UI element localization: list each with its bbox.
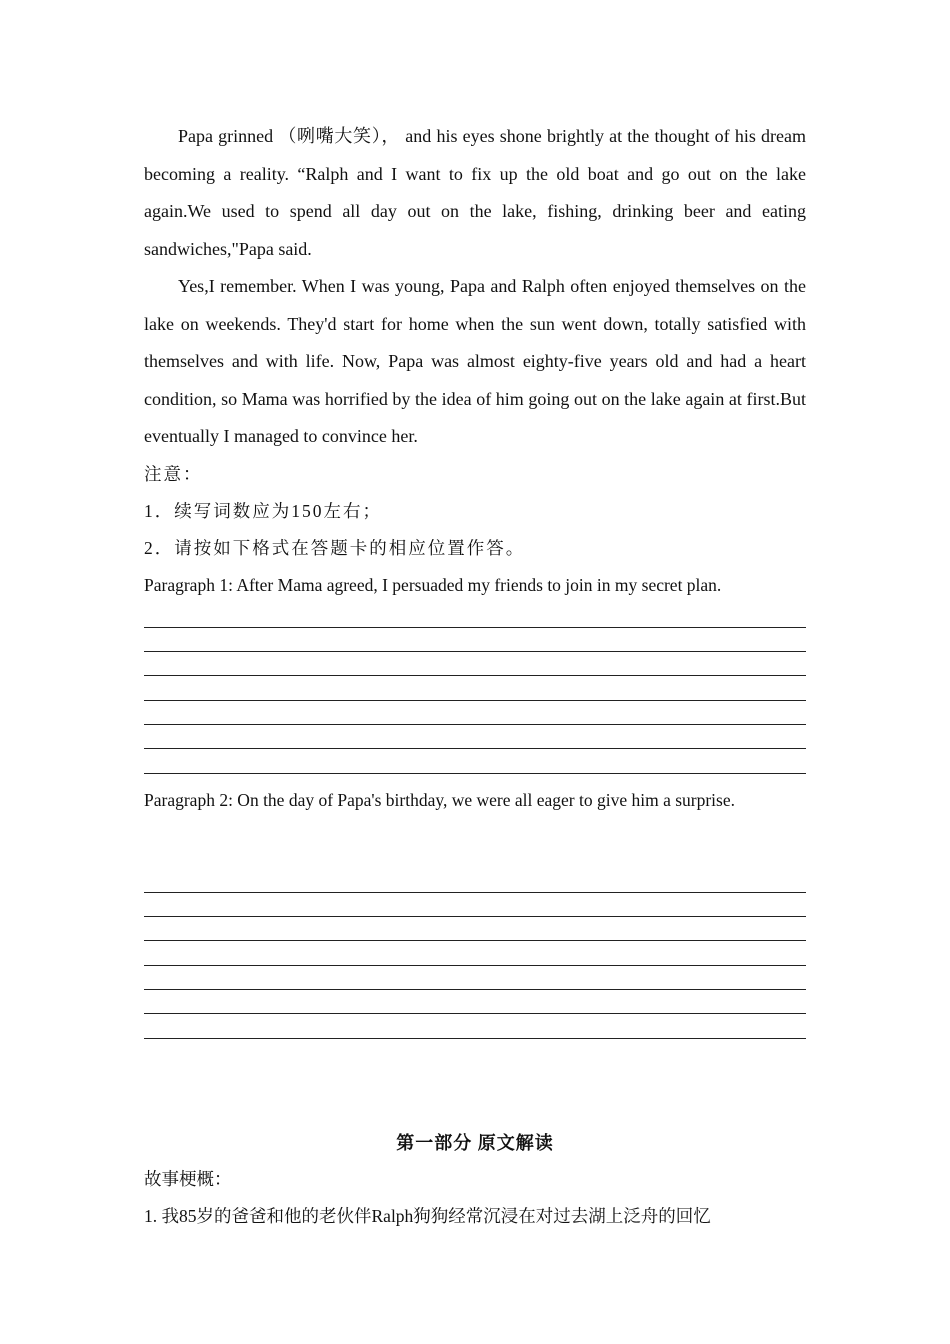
- answer-line: [144, 990, 806, 1014]
- notes-rule-1: 1．续写词数应为150左右；: [144, 500, 382, 521]
- prompt-paragraph-2: Paragraph 2: On the day of Papa's birthday, we were all eager to give him a surprise.: [144, 789, 735, 810]
- answer-line: [144, 652, 806, 676]
- story-paragraph-1: Papa grinned （咧嘴大笑）， and his eyes shone brightly at the thought of his dream becoming a reality. “Ralph and I want to fix up the old boat and go out on the lake again.We used to spend all day out on the lake, fishing, drinking beer and eating sandwiches,"Papa said.: [144, 126, 806, 259]
- answer-line: [144, 966, 806, 990]
- answer-line: [144, 869, 806, 893]
- answer-line: [144, 604, 806, 628]
- answer-lines-paragraph-2: [144, 869, 806, 1039]
- summary-label: 故事梗概：: [144, 1168, 232, 1189]
- answer-line: [144, 917, 806, 941]
- answer-line: [144, 1014, 806, 1038]
- story-paragraph-2: Yes,I remember. When I was young, Papa and Ralph often enjoyed themselves on the lake on weekends. They'd start for home when the sun went down, totally satisfied with themselves and with life. Now, Papa was almost eighty-five years old and had a heart condition, so Mama was horrified by the idea of him going out on the lake again at first.But eventually I managed to convince her.: [144, 276, 806, 446]
- summary-item-1: 1. 我85岁的爸爸和他的老伙伴Ralph狗狗经常沉浸在对过去湖上泛舟的回忆: [144, 1205, 711, 1226]
- blank-spacer: [144, 819, 806, 869]
- answer-line: [144, 676, 806, 700]
- notes-rule-2: 2．请按如下格式在答题卡的相应位置作答。: [144, 537, 526, 558]
- prompt-paragraph-1: Paragraph 1: After Mama agreed, I persuaded my friends to join in my secret plan.: [144, 574, 722, 595]
- answer-line: [144, 725, 806, 749]
- answer-line: [144, 701, 806, 725]
- notes-heading: 注意：: [144, 463, 203, 484]
- answer-line: [144, 893, 806, 917]
- answer-line: [144, 628, 806, 652]
- answer-lines-paragraph-1: [144, 604, 806, 774]
- document-page: [144, 118, 806, 1235]
- answer-line: [144, 749, 806, 773]
- section-gap: [144, 1039, 806, 1125]
- answer-line: [144, 941, 806, 965]
- section-title: 第一部分 原文解读: [396, 1132, 554, 1153]
